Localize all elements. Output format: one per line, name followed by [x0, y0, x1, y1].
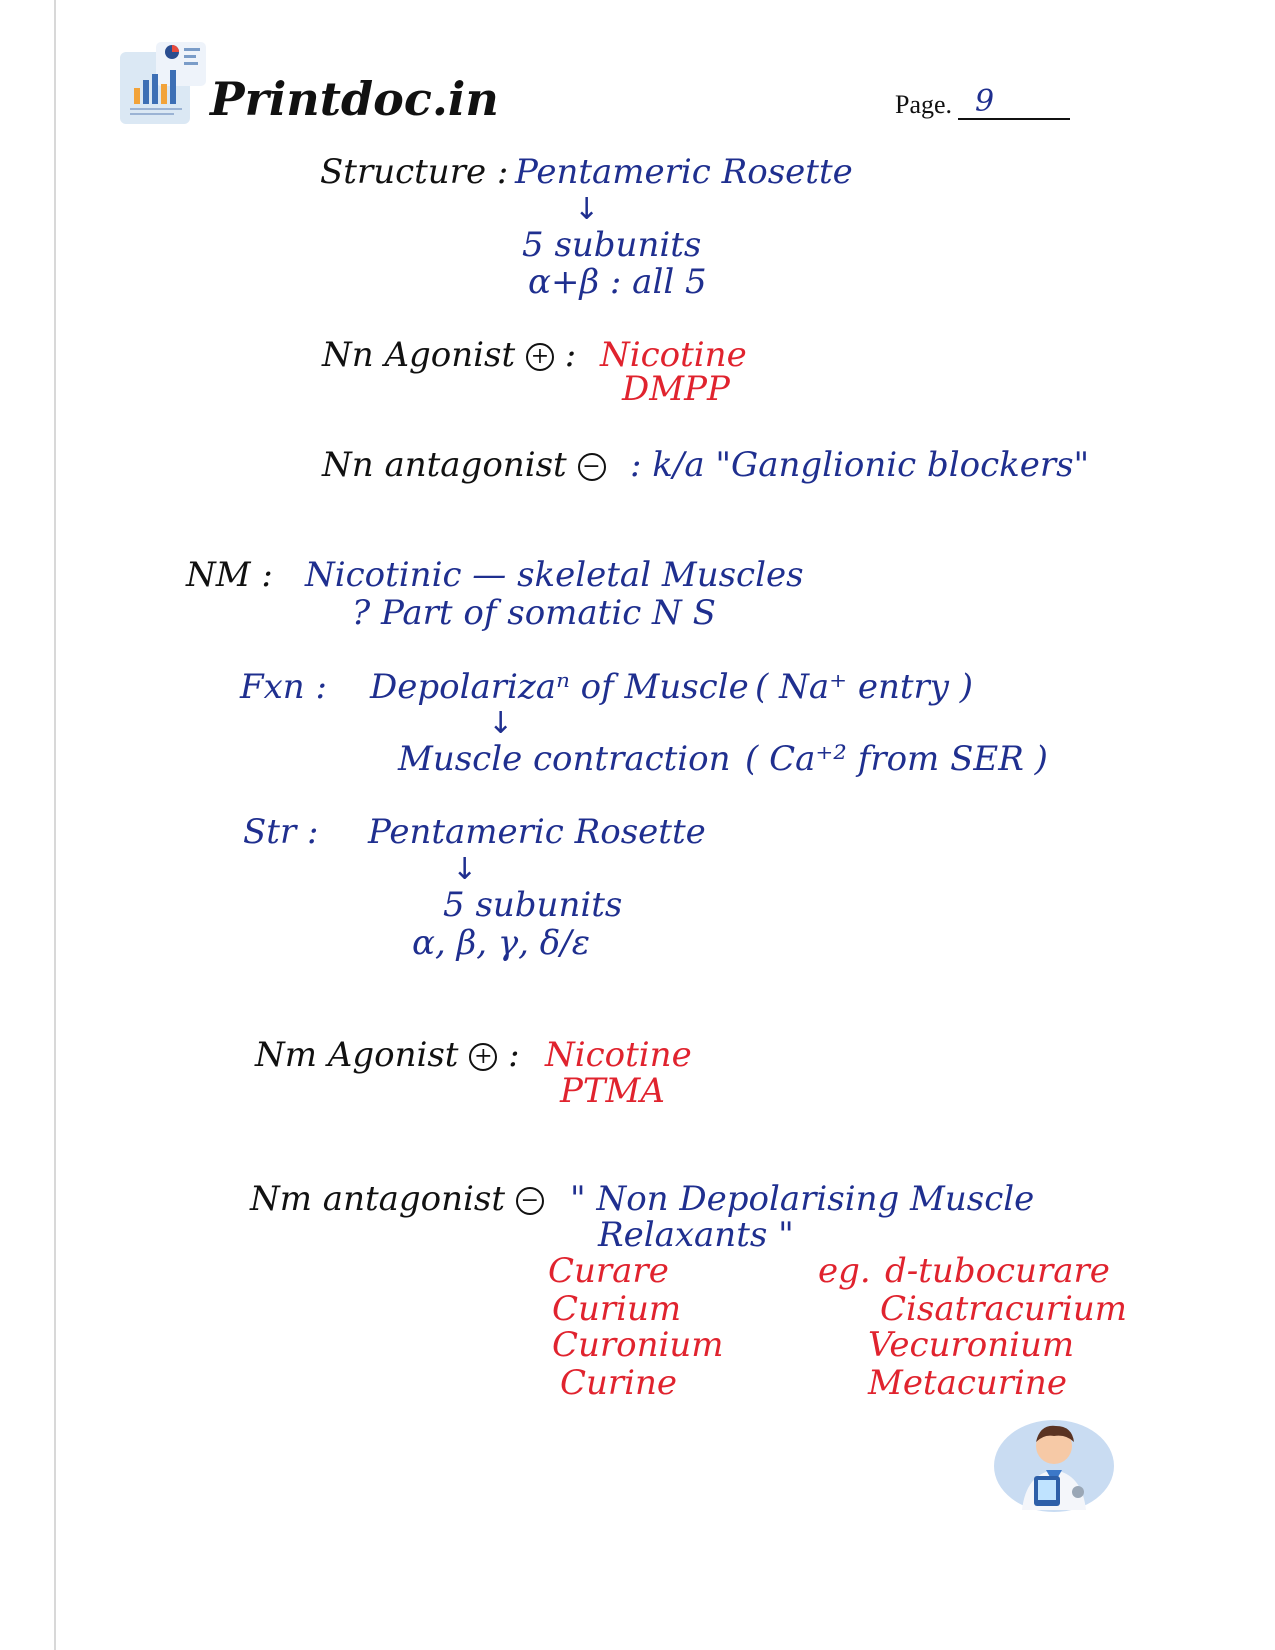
nm-antagonist-value: " Non Depolarising Muscle — [570, 1179, 1035, 1219]
plus-circle-icon: + — [526, 343, 554, 371]
subunit-types: α+β : all 5 — [528, 262, 707, 302]
suffix-4: Curine — [560, 1363, 678, 1403]
suffix-1: Curare — [548, 1251, 669, 1291]
nn-antagonist-label: Nn antagonist − — [322, 448, 606, 482]
nm-agonist-drug-2: PTMA — [560, 1071, 665, 1111]
doctor-avatar-icon — [992, 1412, 1116, 1516]
example-1: d-tubocurare — [885, 1251, 1110, 1291]
fxn-label: Fxn : — [240, 667, 327, 707]
nn-agonist-drug-2: DMPP — [622, 369, 730, 409]
nm-title-desc-2: ? Part of somatic N S — [352, 593, 716, 633]
fxn-result: Muscle contraction — [398, 739, 731, 779]
example-3: Vecuronium — [868, 1325, 1075, 1365]
down-arrow-icon: ↓ — [574, 192, 600, 227]
str-value: Pentameric Rosette — [368, 812, 706, 852]
down-arrow-icon: ↓ — [488, 706, 514, 741]
down-arrow-icon: ↓ — [452, 852, 478, 887]
nm-agonist-label: Nm Agonist + : — [255, 1035, 520, 1075]
fxn-result-note: ( Ca⁺² from SER ) — [745, 739, 1048, 779]
nm-title-desc: Nicotinic — skeletal Muscles — [305, 555, 804, 595]
suffix-3: Curonium — [552, 1325, 724, 1365]
nm-antagonist-label: Nm antagonist − — [250, 1182, 544, 1216]
nn-agonist-drug-1: Nicotine — [600, 335, 747, 375]
str-label: Str : — [243, 812, 319, 852]
example-2: Cisatracurium — [880, 1289, 1127, 1329]
str-types: α, β, γ, δ/ε — [412, 923, 590, 963]
suffix-2: Curium — [552, 1289, 682, 1329]
subunits-text: 5 subunits — [522, 225, 702, 265]
example-4: Metacurine — [868, 1363, 1067, 1403]
structure-label: Structure : — [320, 152, 509, 192]
nn-antagonist-value: : k/a "Ganglionic blockers" — [630, 445, 1090, 485]
fxn-note: ( Na⁺ entry ) — [755, 667, 974, 707]
str-subunits: 5 subunits — [443, 885, 623, 925]
page-edge — [54, 0, 56, 1650]
nm-agonist-drug-1: Nicotine — [545, 1035, 692, 1075]
structure-value: Pentameric Rosette — [515, 152, 853, 192]
minus-circle-icon: − — [516, 1187, 544, 1215]
page-label: Page. — [895, 90, 953, 119]
plus-circle-icon: + — [469, 1043, 497, 1071]
nm-antagonist-value-2: Relaxants " — [598, 1215, 794, 1255]
minus-circle-icon: − — [578, 453, 606, 481]
nm-title: NM : — [186, 555, 273, 595]
fxn-value: Depolarizaⁿ of Muscle — [370, 667, 749, 707]
nn-agonist-label: Nn Agonist + : — [322, 335, 577, 375]
page-number: 9 — [975, 84, 995, 119]
printdoc-logo-icon — [118, 40, 210, 132]
eg-label: eg. — [818, 1251, 871, 1291]
brand-name: Printdoc.in — [210, 72, 499, 126]
